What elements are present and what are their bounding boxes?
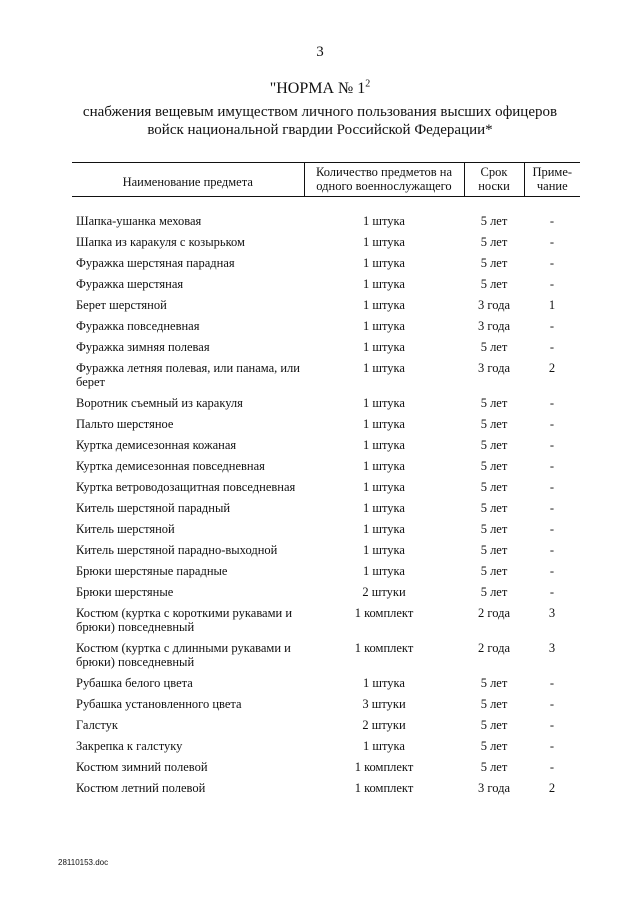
table-row	[72, 694, 580, 715]
table-row	[72, 435, 580, 456]
quantity-cell: 1 штука	[363, 501, 405, 515]
table-row	[72, 456, 580, 477]
wear-term-cell: 5 лет	[480, 277, 508, 291]
wear-term-cell: 5 лет	[480, 522, 508, 536]
note-cell: -	[549, 585, 555, 599]
note-cell: -	[549, 564, 555, 578]
note-cell: -	[549, 697, 555, 711]
wear-term-cell: 5 лет	[480, 718, 508, 732]
title-text: "НОРМА № 1	[269, 80, 366, 97]
subtitle-line-1: снабжения вещевым имуществом личного пользования высших офицеров	[82, 104, 558, 120]
quantity-cell: 1 штука	[363, 277, 405, 291]
item-name-cell: Рубашка белого цвета	[76, 676, 193, 690]
table-row	[72, 498, 580, 519]
quantity-cell: 3 штуки	[362, 697, 406, 711]
note-cell: -	[549, 543, 555, 557]
wear-term-cell: 5 лет	[480, 340, 508, 354]
item-name-cell: Брюки шерстяные парадные	[76, 564, 228, 578]
quantity-cell: 2 штуки	[362, 718, 406, 732]
wear-term-cell: 3 года	[478, 361, 510, 375]
wear-term-cell: 5 лет	[480, 564, 508, 578]
quantity-cell: 1 штука	[363, 235, 405, 249]
wear-term-cell: 5 лет	[480, 760, 508, 774]
item-name-cell: Костюм летний полевой	[76, 781, 206, 795]
header-quantity: Количество предметов на одного военнослужащего	[304, 163, 464, 197]
table-row	[72, 295, 580, 316]
table-row	[72, 316, 580, 337]
document-subtitle	[60, 103, 580, 139]
quantity-cell: 1 штука	[363, 396, 405, 410]
wear-term-cell: 5 лет	[480, 501, 508, 515]
quantity-cell: 2 штуки	[362, 585, 406, 599]
wear-term-cell: 5 лет	[480, 396, 508, 410]
table-row	[72, 477, 580, 498]
quantity-cell: 1 штука	[363, 340, 405, 354]
item-name-cell: Брюки шерстяные	[76, 585, 174, 599]
table-row	[72, 582, 580, 603]
note-cell: -	[549, 438, 555, 452]
table-row	[72, 211, 580, 232]
wear-term-cell: 5 лет	[480, 480, 508, 494]
note-cell: -	[549, 417, 555, 431]
note-cell: -	[549, 459, 555, 473]
note-cell: 2	[548, 781, 556, 795]
header-wear-term: Срок носки	[464, 163, 524, 197]
quantity-cell: 1 штука	[363, 438, 405, 452]
quantity-cell: 1 комплект	[354, 606, 414, 620]
note-cell: 3	[548, 606, 556, 620]
item-name-cell: Закрепка к галстуку	[76, 739, 183, 753]
wear-term-cell: 5 лет	[480, 214, 508, 228]
wear-term-cell: 5 лет	[480, 697, 508, 711]
item-name-cell: Костюм зимний полевой	[76, 760, 208, 774]
item-name-cell: Костюм (куртка с короткими рукавами и брюки) повседневный	[76, 606, 293, 634]
norm-table-body	[72, 197, 580, 800]
wear-term-cell: 3 года	[478, 298, 510, 312]
table-row	[72, 736, 580, 757]
table-row	[72, 253, 580, 274]
wear-term-cell: 5 лет	[480, 235, 508, 249]
quantity-cell: 1 комплект	[354, 641, 414, 655]
table-row	[72, 414, 580, 435]
file-name-footer: 28110153.doc	[58, 858, 109, 867]
note-cell: -	[549, 718, 555, 732]
quantity-cell: 1 штука	[363, 564, 405, 578]
wear-term-cell: 5 лет	[480, 585, 508, 599]
table-row	[72, 337, 580, 358]
note-cell: 3	[548, 641, 556, 655]
quantity-cell: 1 штука	[363, 214, 405, 228]
item-name-cell: Пальто шерстяное	[76, 417, 174, 431]
wear-term-cell: 5 лет	[480, 739, 508, 753]
item-name-cell: Китель шерстяной	[76, 522, 175, 536]
note-cell: -	[549, 319, 555, 333]
note-cell: -	[549, 739, 555, 753]
quantity-cell: 1 штука	[363, 543, 405, 557]
note-cell: -	[549, 760, 555, 774]
note-cell: -	[549, 340, 555, 354]
item-name-cell: Фуражка шерстяная парадная	[76, 256, 235, 270]
item-name-cell: Фуражка повседневная	[76, 319, 200, 333]
table-row	[72, 778, 580, 799]
item-name-cell: Шапка-ушанка меховая	[76, 214, 202, 228]
title-superscript: 2	[365, 78, 371, 90]
quantity-cell: 1 штука	[363, 480, 405, 494]
wear-term-cell: 5 лет	[480, 256, 508, 270]
quantity-cell: 1 штука	[363, 256, 405, 270]
item-name-cell: Шапка из каракуля с козырьком	[76, 235, 245, 249]
norm-table	[72, 162, 580, 799]
note-cell: -	[549, 277, 555, 291]
quantity-cell: 1 штука	[363, 522, 405, 536]
item-name-cell: Костюм (куртка с длинными рукавами и брюки) повседневный	[76, 641, 291, 669]
wear-term-cell: 2 года	[478, 606, 510, 620]
wear-term-cell: 5 лет	[480, 543, 508, 557]
item-name-cell: Галстук	[76, 718, 118, 732]
wear-term-cell: 5 лет	[480, 417, 508, 431]
note-cell: -	[549, 522, 555, 536]
quantity-cell: 1 штука	[363, 361, 405, 375]
table-row	[72, 603, 580, 638]
table-row	[72, 638, 580, 673]
note-cell: -	[549, 396, 555, 410]
note-cell: -	[549, 235, 555, 249]
item-name-cell: Куртка ветроводозащитная повседневная	[76, 480, 296, 494]
subtitle-line-2: войск национальной гвардии Российской Федерации*	[147, 122, 493, 138]
note-cell: -	[549, 676, 555, 690]
item-name-cell: Китель шерстяной парадно-выходной	[76, 543, 278, 557]
note-cell: 1	[548, 298, 556, 312]
wear-term-cell: 5 лет	[480, 438, 508, 452]
note-cell: -	[549, 501, 555, 515]
note-cell: -	[549, 480, 555, 494]
item-name-cell: Куртка демисезонная кожаная	[76, 438, 237, 452]
header-note: Приме- чание	[524, 163, 580, 197]
item-name-cell: Берет шерстяной	[76, 298, 167, 312]
document-title	[0, 80, 640, 98]
note-cell: 2	[548, 361, 556, 375]
page-number: 3	[316, 44, 324, 60]
quantity-cell: 1 комплект	[354, 781, 414, 795]
quantity-cell: 1 штука	[363, 319, 405, 333]
table-row	[72, 673, 580, 694]
item-name-cell: Фуражка шерстяная	[76, 277, 184, 291]
item-name-cell: Куртка демисезонная повседневная	[76, 459, 265, 473]
header-item-name: Наименование предмета	[72, 163, 304, 197]
item-name-cell: Китель шерстяной парадный	[76, 501, 231, 515]
table-row	[72, 393, 580, 414]
table-row	[72, 358, 580, 393]
wear-term-cell: 5 лет	[480, 459, 508, 473]
note-cell: -	[549, 256, 555, 270]
table-row	[72, 274, 580, 295]
item-name-cell: Воротник съемный из каракуля	[76, 396, 243, 410]
wear-term-cell: 3 года	[478, 319, 510, 333]
norm-table-header	[72, 163, 580, 197]
item-name-cell: Фуражка летняя полевая, или панама, или берет	[76, 361, 300, 389]
quantity-cell: 1 штука	[363, 417, 405, 431]
item-name-cell: Фуражка зимняя полевая	[76, 340, 210, 354]
table-row	[72, 715, 580, 736]
table-row	[72, 561, 580, 582]
wear-term-cell: 3 года	[478, 781, 510, 795]
note-cell: -	[549, 214, 555, 228]
quantity-cell: 1 штука	[363, 676, 405, 690]
quantity-cell: 1 штука	[363, 459, 405, 473]
table-row	[72, 540, 580, 561]
wear-term-cell: 5 лет	[480, 676, 508, 690]
table-row	[72, 757, 580, 778]
table-row	[72, 232, 580, 253]
wear-term-cell: 2 года	[478, 641, 510, 655]
quantity-cell: 1 комплект	[354, 760, 414, 774]
item-name-cell: Рубашка установленного цвета	[76, 697, 242, 711]
quantity-cell: 1 штука	[363, 739, 405, 753]
quantity-cell: 1 штука	[363, 298, 405, 312]
table-row	[72, 519, 580, 540]
